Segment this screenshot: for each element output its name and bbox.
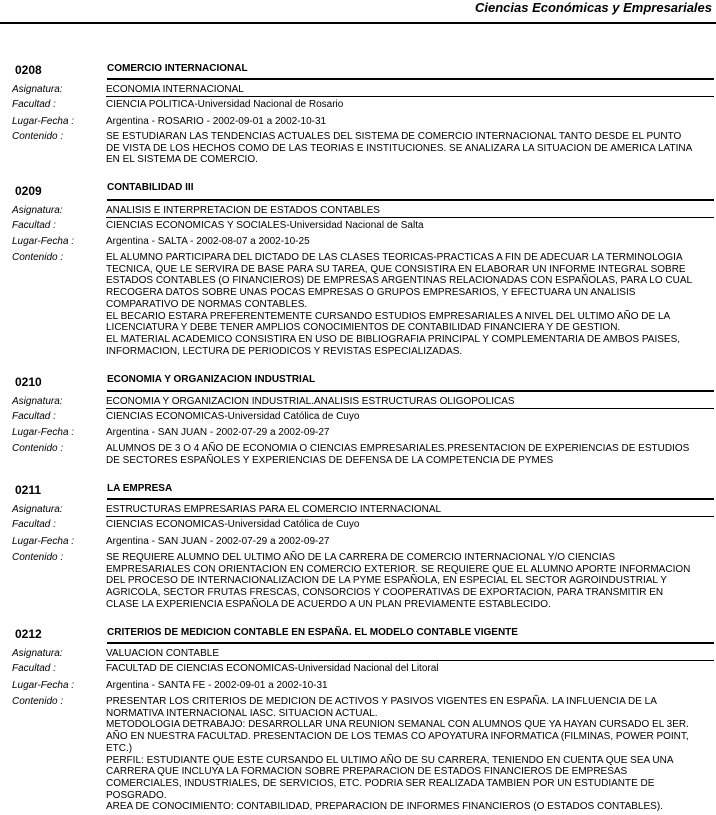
facultad-label: Facultad : — [12, 519, 56, 530]
content-line: AREA DE CONOCIMIENTO: CONTABILIDAD, PREPARACION DE INFORMES FINANCIEROS (O ESTADOS CONTABLES). — [106, 801, 663, 813]
entry-code: 0212 — [15, 627, 42, 641]
content-line: CLASE LA EXPERIENCIA ESPAÑOLA DE ACUERDO A UN PLAN PREVIAMENTE ESTABLECIDO. — [106, 598, 551, 610]
asignatura-label: Asignatura: — [12, 84, 63, 95]
title-rule — [107, 642, 714, 644]
content-line: PERFIL: ESTUDIANTE QUE ESTE CURSANDO EL ULTIMO AÑO DE SU CARRERA, TENIENDO EN CUENTA QUE SEA UNA — [106, 754, 674, 766]
facultad-value: CIENCIAS ECONOMICAS Y SOCIALES-Universidad Nacional de Salta — [106, 220, 424, 231]
entry-code: 0211 — [15, 483, 42, 497]
contenido-text — [106, 696, 706, 813]
content-line: AÑO EN NUESTRA FACULTAD. PRESENTACION DE LOS TEMAS CO APOYATURA INFORMATICA (FILMINAS, POWER POINT, — [106, 731, 689, 743]
title-rule — [107, 199, 714, 201]
content-line: EL BECARIO ESTARA PREFERENTEMENTE CURSANDO ESTUDIOS EMPRESARIALES A NIVEL DEL ULTIMO AÑO DE LA — [106, 310, 671, 322]
facultad-value: FACULTAD DE CIENCIAS ECONOMICAS-Universidad Nacional del Litoral — [106, 663, 439, 674]
contenido-label: Contenido : — [12, 131, 64, 142]
content-line: PRESENTAR LOS CRITERIOS DE MEDICION DE ACTIVOS Y PASIVOS VIGENTES EN ESPAÑA. LA INFLUENCIA DE LA — [106, 696, 657, 707]
title-rule — [107, 390, 714, 392]
contenido-text — [106, 252, 706, 357]
content-line: DE SECTORES ESPAÑOLES Y EXPERIENCIAS DE DEFENSA DE LA COMPETENCIA DE PYMES — [106, 454, 554, 466]
content-line: COMERCIALES, INDUSTRIALES, DE SERVICIOS, ETC. PODRIA SER REALIZADA TAMBIEN POR UN ESTUDIANTE DE — [106, 777, 655, 789]
asignatura-label: Asignatura: — [12, 504, 63, 515]
facultad-value: CIENCIAS ECONOMICAS-Universidad Católica de Cuyo — [106, 411, 360, 422]
facultad-label: Facultad : — [12, 411, 56, 422]
content-line: POSGRADO. — [106, 789, 167, 801]
lugar-value: Argentina - SANTA FE - 2002-09-01 a 2002-10-31 — [106, 680, 328, 691]
asignatura-value: ECONOMIA Y ORGANIZACION INDUSTRIAL.ANALISIS ESTRUCTURAS OLIGOPOLICAS — [106, 396, 714, 409]
content-line: SE ESTUDIARAN LAS TENDENCIAS ACTUALES DEL SISTEMA DE COMERCIO INTERNACIONAL TANTO DESDE EL PUNTO — [106, 131, 682, 142]
contenido-text — [106, 552, 706, 611]
entry-code: 0208 — [15, 63, 42, 77]
title-rule — [107, 498, 714, 500]
content-line: NORMATIVA INTERNACIONAL IASC. SITUACION ACTUAL. — [106, 707, 378, 719]
entry-title: LA EMPRESA — [107, 483, 173, 494]
content-line: CARRERA QUE INCLUYA LA FORMACION SOBRE PREPARACION DE ESTADOS FINANCIEROS DE EMPRESAS — [106, 766, 628, 778]
entry-title: ECONOMIA Y ORGANIZACION INDUSTRIAL — [107, 374, 316, 385]
content-line: DEL PROCESO DE INTERNACIONALIZACION DE LA PYME ESPAÑOLA, EN ESPECIAL EL SECTOR AGROINDUSTRIAL Y — [106, 575, 667, 587]
content-line: METODOLOGIA DETRABAJO: DESARROLLAR UNA REUNION SEMANAL CON ALUMNOS QUE YA HAYAN CURSADO EL 3ER. — [106, 719, 689, 731]
facultad-label: Facultad : — [12, 663, 56, 674]
asignatura-label: Asignatura: — [12, 648, 63, 659]
lugar-value: Argentina - SAN JUAN - 2002-07-29 a 2002-09-27 — [106, 427, 330, 438]
content-line: LICENCIATURA Y DEBE TENER AMPLIOS CONOCIMIENTOS DE CONTABILIDAD FINANCIERA Y DE GESTION. — [106, 322, 621, 334]
page-title: Ciencias Económicas y Empresariales — [474, 0, 712, 15]
content-line: ALUMNOS DE 3 O 4 AÑO DE ECONOMIA O CIENCIAS EMPRESARIALES.PRESENTACION DE EXPERIENCIAS DE ESTUDIOS — [106, 443, 690, 454]
entry-title: COMERCIO INTERNACIONAL — [107, 63, 248, 74]
content-line: COMPARATIVO DE NORMAS CONTABLES. — [106, 298, 308, 310]
content-line: EMPRESARIALES CON ORIENTACION EN COMERCIO EXTERIOR. SE REQUIERE QUE EL ALUMNO APORTE INFORMACION — [106, 563, 691, 575]
entry-title: CONTABILIDAD III — [107, 182, 194, 193]
contenido-label: Contenido : — [12, 252, 64, 263]
contenido-label: Contenido : — [12, 552, 64, 563]
asignatura-value: ECONOMIA INTERNACIONAL — [106, 84, 714, 97]
entry-code: 0210 — [15, 375, 42, 389]
content-line: INFORMACION, LECTURA DE PERIODICOS Y REVISTAS ESPECIALIZADAS. — [106, 345, 463, 357]
content-line: EL MATERIAL ACADEMICO CONSISTIRA EN USO DE BIBLIOGRAFIA PRINCIPAL Y COMPLEMENTARIA DE AMBOS PAISES, — [106, 333, 681, 345]
contenido-text — [106, 443, 706, 466]
contenido-label: Contenido : — [12, 443, 64, 454]
entry-title: CRITERIOS DE MEDICION CONTABLE EN ESPAÑA. EL MODELO CONTABLE VIGENTE — [107, 627, 518, 638]
asignatura-label: Asignatura: — [12, 396, 63, 407]
content-line: EN EL SISTEMA DE COMERCIO. — [106, 154, 258, 166]
asignatura-label: Asignatura: — [12, 205, 63, 216]
content-line: DE VISTA DE LOS HECHOS COMO DE LAS TEORIAS E INSTITUCIONES. SE ANALIZARA LA SITUACION DE AMERICA LATINA — [106, 142, 693, 154]
content-line: RECOGERA DATOS SOBRE UNAS POCAS EMPRESAS O GRUPOS EMPRESARIOS, Y EFECTUARA UN ANALISIS — [106, 287, 636, 299]
content-line: SE REQUIERE ALUMNO DEL ULTIMO AÑO DE LA CARRERA DE COMERCIO INTERNACIONAL Y/O CIENCIAS — [106, 552, 615, 563]
facultad-label: Facultad : — [12, 99, 56, 110]
content-line: TECNICA, QUE LE SERVIRA DE BASE PARA SU TAREA, QUE CONSISTIRA EN ELABORAR UN INFORME INTEGRAL SOBRE — [106, 263, 686, 275]
lugar-label: Lugar-Fecha : — [12, 427, 75, 438]
content-line: AGRICOLA, SECTOR FRUTAS FRESCAS, CONSORCIOS Y COOPERATIVAS DE EXPORTACION, PARA TRANSMITIR EN — [106, 587, 664, 599]
contenido-label: Contenido : — [12, 696, 64, 707]
content-line: ESTADOS CONTABLES (O FINANCIEROS) DE EMPRESAS ARGENTINAS RELACIONADAS CON ESPAÑOLAS, PARA LO CUAL — [106, 275, 693, 287]
lugar-label: Lugar-Fecha : — [12, 236, 75, 247]
facultad-value: CIENCIAS ECONOMICAS-Universidad Católica de Cuyo — [106, 519, 360, 530]
lugar-label: Lugar-Fecha : — [12, 116, 75, 127]
facultad-label: Facultad : — [12, 220, 56, 231]
lugar-label: Lugar-Fecha : — [12, 536, 75, 547]
lugar-value: Argentina - ROSARIO - 2002-09-01 a 2002-10-31 — [106, 116, 327, 127]
page-header — [0, 0, 716, 24]
lugar-value: Argentina - SALTA - 2002-08-07 a 2002-10-25 — [106, 236, 310, 247]
entry-code: 0209 — [15, 184, 42, 198]
title-rule — [107, 78, 714, 80]
lugar-value: Argentina - SAN JUAN - 2002-07-29 a 2002-09-27 — [106, 536, 330, 547]
content-line: EL ALUMNO PARTICIPARA DEL DICTADO DE LAS CLASES TEORICAS-PRACTICAS A FIN DE ADECUAR LA TERMINOLOGIA — [106, 252, 683, 263]
content-line: ETC.) — [106, 742, 133, 754]
contenido-text — [106, 131, 706, 166]
lugar-label: Lugar-Fecha : — [12, 680, 75, 691]
facultad-value: CIENCIA POLITICA-Universidad Nacional de Rosario — [106, 99, 344, 110]
asignatura-value: ANALISIS E INTERPRETACION DE ESTADOS CONTABLES — [106, 205, 714, 218]
asignatura-value: VALUACION CONTABLE — [106, 648, 714, 661]
asignatura-value: ESTRUCTURAS EMPRESARIAS PARA EL COMERCIO INTERNACIONAL — [106, 504, 714, 517]
